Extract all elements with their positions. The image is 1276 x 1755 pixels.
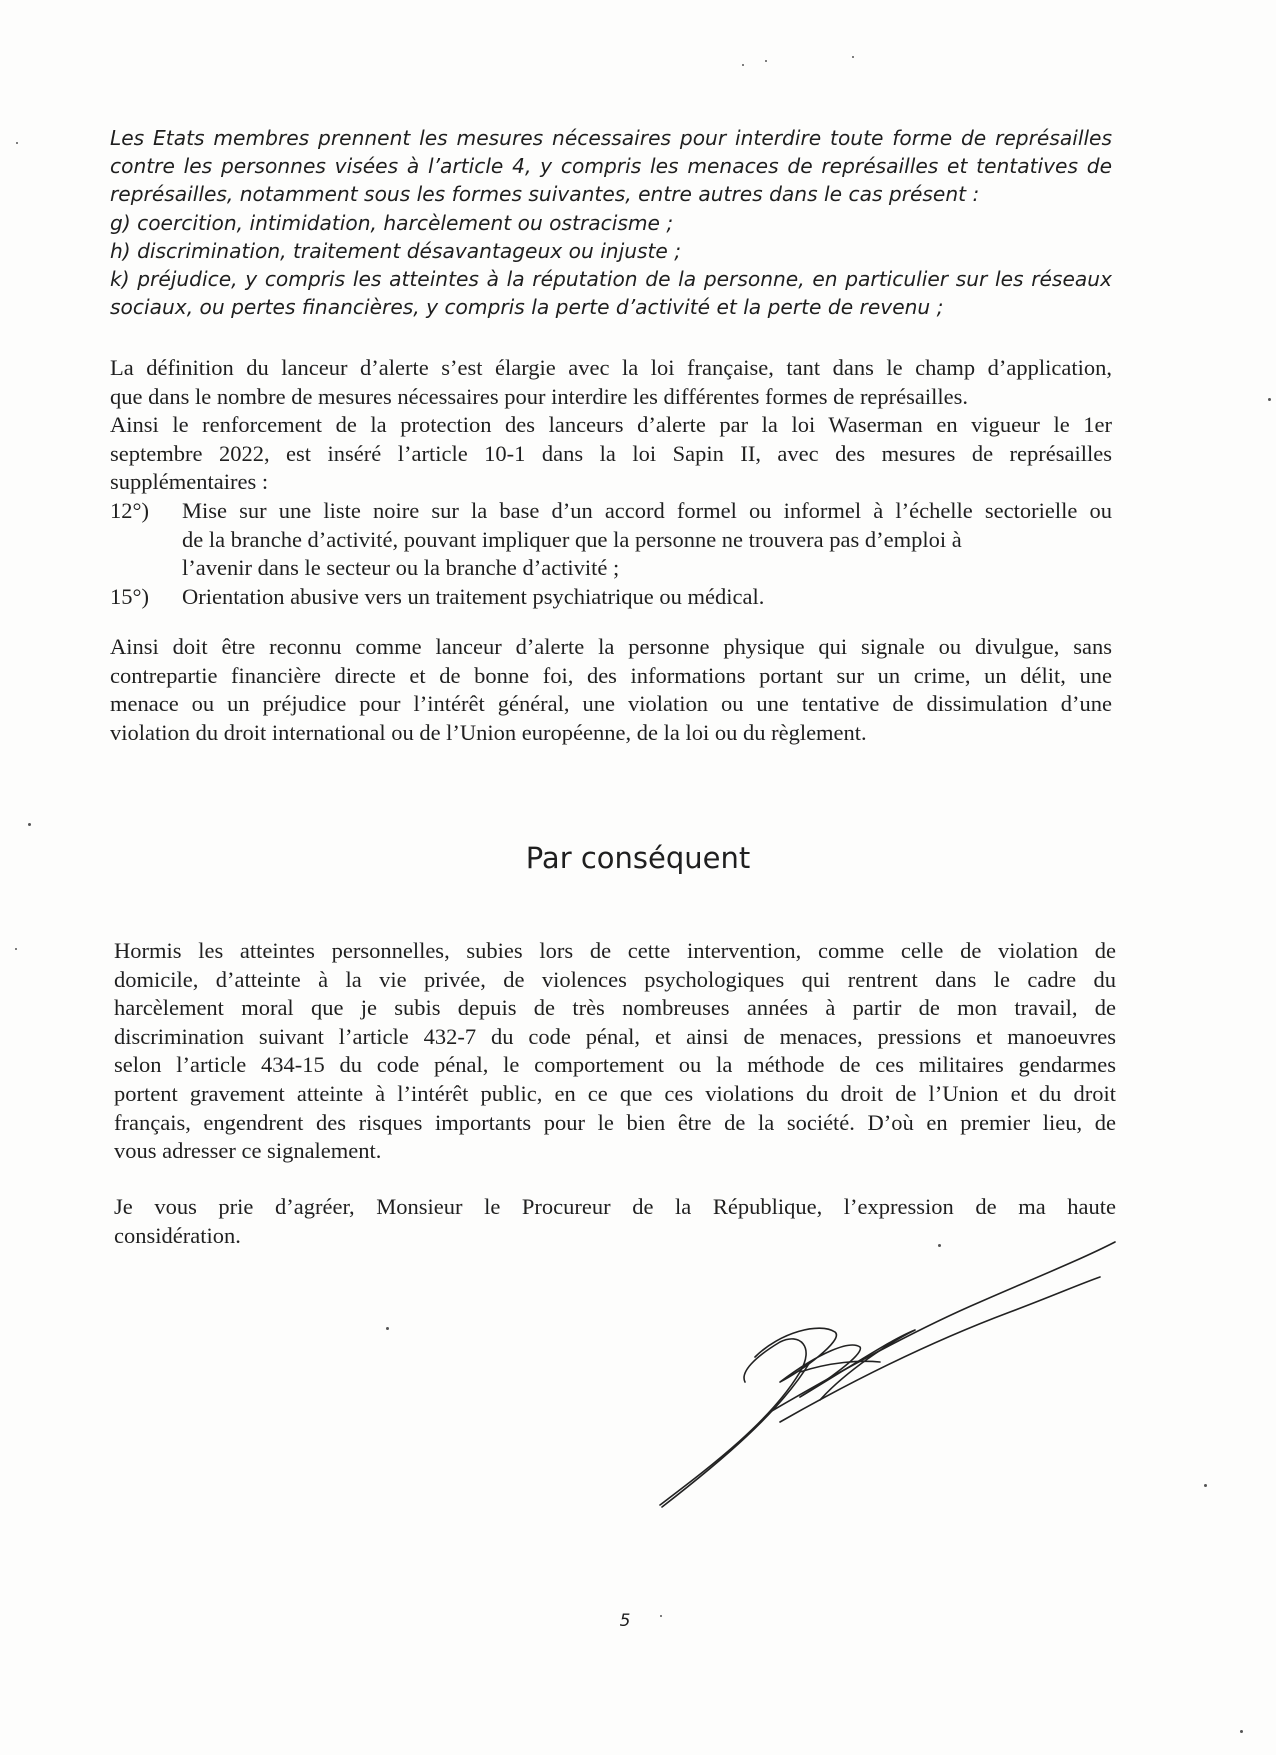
quoted-directive-text — [110, 124, 1112, 321]
quote-line: contre les personnes visées à l’article 4, y compris les menaces de représailles et tentatives de — [110, 154, 1112, 179]
paragraph-line: supplémentaires : — [110, 469, 269, 495]
paragraph-definition — [110, 354, 1112, 611]
paragraph-line: que dans le nombre de mesures nécessaires pour interdire les différentes formes de représailles. — [110, 383, 969, 409]
paragraph-line: menace ou un préjudice pour l’intérêt général, une violation ou une tentative de dissimulation d’une — [110, 691, 1112, 717]
scan-speck — [15, 948, 17, 950]
scan-speck — [938, 1244, 941, 1247]
scan-speck — [1240, 1730, 1243, 1733]
scan-speck — [1204, 1484, 1207, 1487]
list-number: 15°) — [110, 583, 149, 609]
section-heading: Par conséquent — [525, 841, 751, 875]
paragraph-line: Hormis les atteintes personnelles, subies lors de cette intervention, comme celle de violation de — [114, 938, 1116, 963]
paragraph-line: septembre 2022, est inséré l’article 10-1 dans la loi Sapin II, avec des mesures de représailles — [110, 440, 1112, 466]
paragraph-line: vous adresser ce signalement. — [114, 1138, 382, 1164]
scan-speck — [852, 56, 854, 58]
paragraph-line: harcèlement moral que je subis depuis de très nombreuses années à partir de mon travail, de — [114, 995, 1116, 1021]
paragraph-line: français, engendrent des risques importants pour le bien être de la société. D’où en premier lieu, de — [114, 1109, 1116, 1135]
paragraph-line: portent gravement atteinte à l’intérêt public, en ce que ces violations du droit de l’Union et du droit — [114, 1080, 1116, 1106]
quote-line: Les Etats membres prennent les mesures nécessaires pour interdire toute forme de représailles — [110, 126, 1112, 150]
handwritten-signature — [650, 1222, 1120, 1512]
paragraph-conclusion — [114, 937, 1116, 1166]
scan-speck — [742, 64, 744, 66]
list-item-12 — [110, 497, 1112, 583]
paragraph-line: violation du droit international ou de l’Union européenne, de la loi ou du règlement. — [110, 719, 867, 745]
list-line: Mise sur une liste noire sur la base d’un accord formel ou informel à l’échelle sectorielle ou — [182, 497, 1112, 523]
list-item-15 — [110, 583, 1112, 612]
paragraph-line: considération. — [114, 1222, 241, 1248]
paragraph-line: discrimination suivant l’article 432-7 du code pénal, et ainsi de menaces, pressions et manoeuvres — [114, 1023, 1116, 1049]
scan-speck — [16, 142, 18, 144]
scan-speck — [28, 823, 31, 826]
scan-speck — [660, 1615, 662, 1617]
list-line: l’avenir dans le secteur ou la branche d’activité ; — [182, 555, 620, 581]
paragraph-line: La définition du lanceur d’alerte s’est élargie avec la loi française, tant dans le champ d’application, — [110, 355, 1112, 380]
quote-item-h: h) discrimination, traitement désavantageux ou injuste ; — [110, 238, 682, 263]
quote-item-k: k) préjudice, y compris les atteintes à la réputation de la personne, en particulier sur les réseaux — [110, 267, 1112, 292]
paragraph-line: Ainsi le renforcement de la protection des lanceurs d’alerte par la loi Waserman en vigueur le 1er — [110, 412, 1112, 438]
paragraph-line: domicile, d’atteinte à la vie privée, de violences psychologiques qui rentrent dans le cadre du — [114, 966, 1116, 992]
list-body — [182, 497, 1112, 583]
list-line: Orientation abusive vers un traitement psychiatrique ou médical. — [182, 583, 765, 609]
scan-speck — [1268, 398, 1271, 401]
list-body — [182, 583, 1112, 612]
paragraph-recognition — [110, 633, 1112, 747]
page-number: 5 — [619, 1611, 631, 1631]
scan-speck — [765, 60, 767, 62]
paragraph-line: Ainsi doit être reconnu comme lanceur d’alerte la personne physique qui signale ou divulgue, sans — [110, 634, 1112, 659]
scan-speck — [386, 1327, 389, 1330]
quote-line: représailles, notamment sous les formes suivantes, entre autres dans le cas présent : — [110, 182, 980, 207]
list-line: de la branche d’activité, pouvant impliquer que la personne ne trouvera pas d’emploi à — [182, 526, 962, 552]
paragraph-line: contrepartie financière directe et de bonne foi, des informations portant sur un crime, un délit, une — [110, 662, 1112, 688]
quote-item-g: g) coercition, intimidation, harcèlement ou ostracisme ; — [110, 210, 674, 235]
quote-line: sociaux, ou pertes financières, y compris la perte d’activité et la perte de revenu ; — [110, 295, 944, 320]
paragraph-line: Je vous prie d’agréer, Monsieur le Procureur de la République, l’expression de ma haute — [114, 1194, 1116, 1219]
list-number: 12°) — [110, 497, 149, 523]
paragraph-line: selon l’article 434-15 du code pénal, le comportement ou la méthode de ces militaires gendarmes — [114, 1052, 1116, 1078]
